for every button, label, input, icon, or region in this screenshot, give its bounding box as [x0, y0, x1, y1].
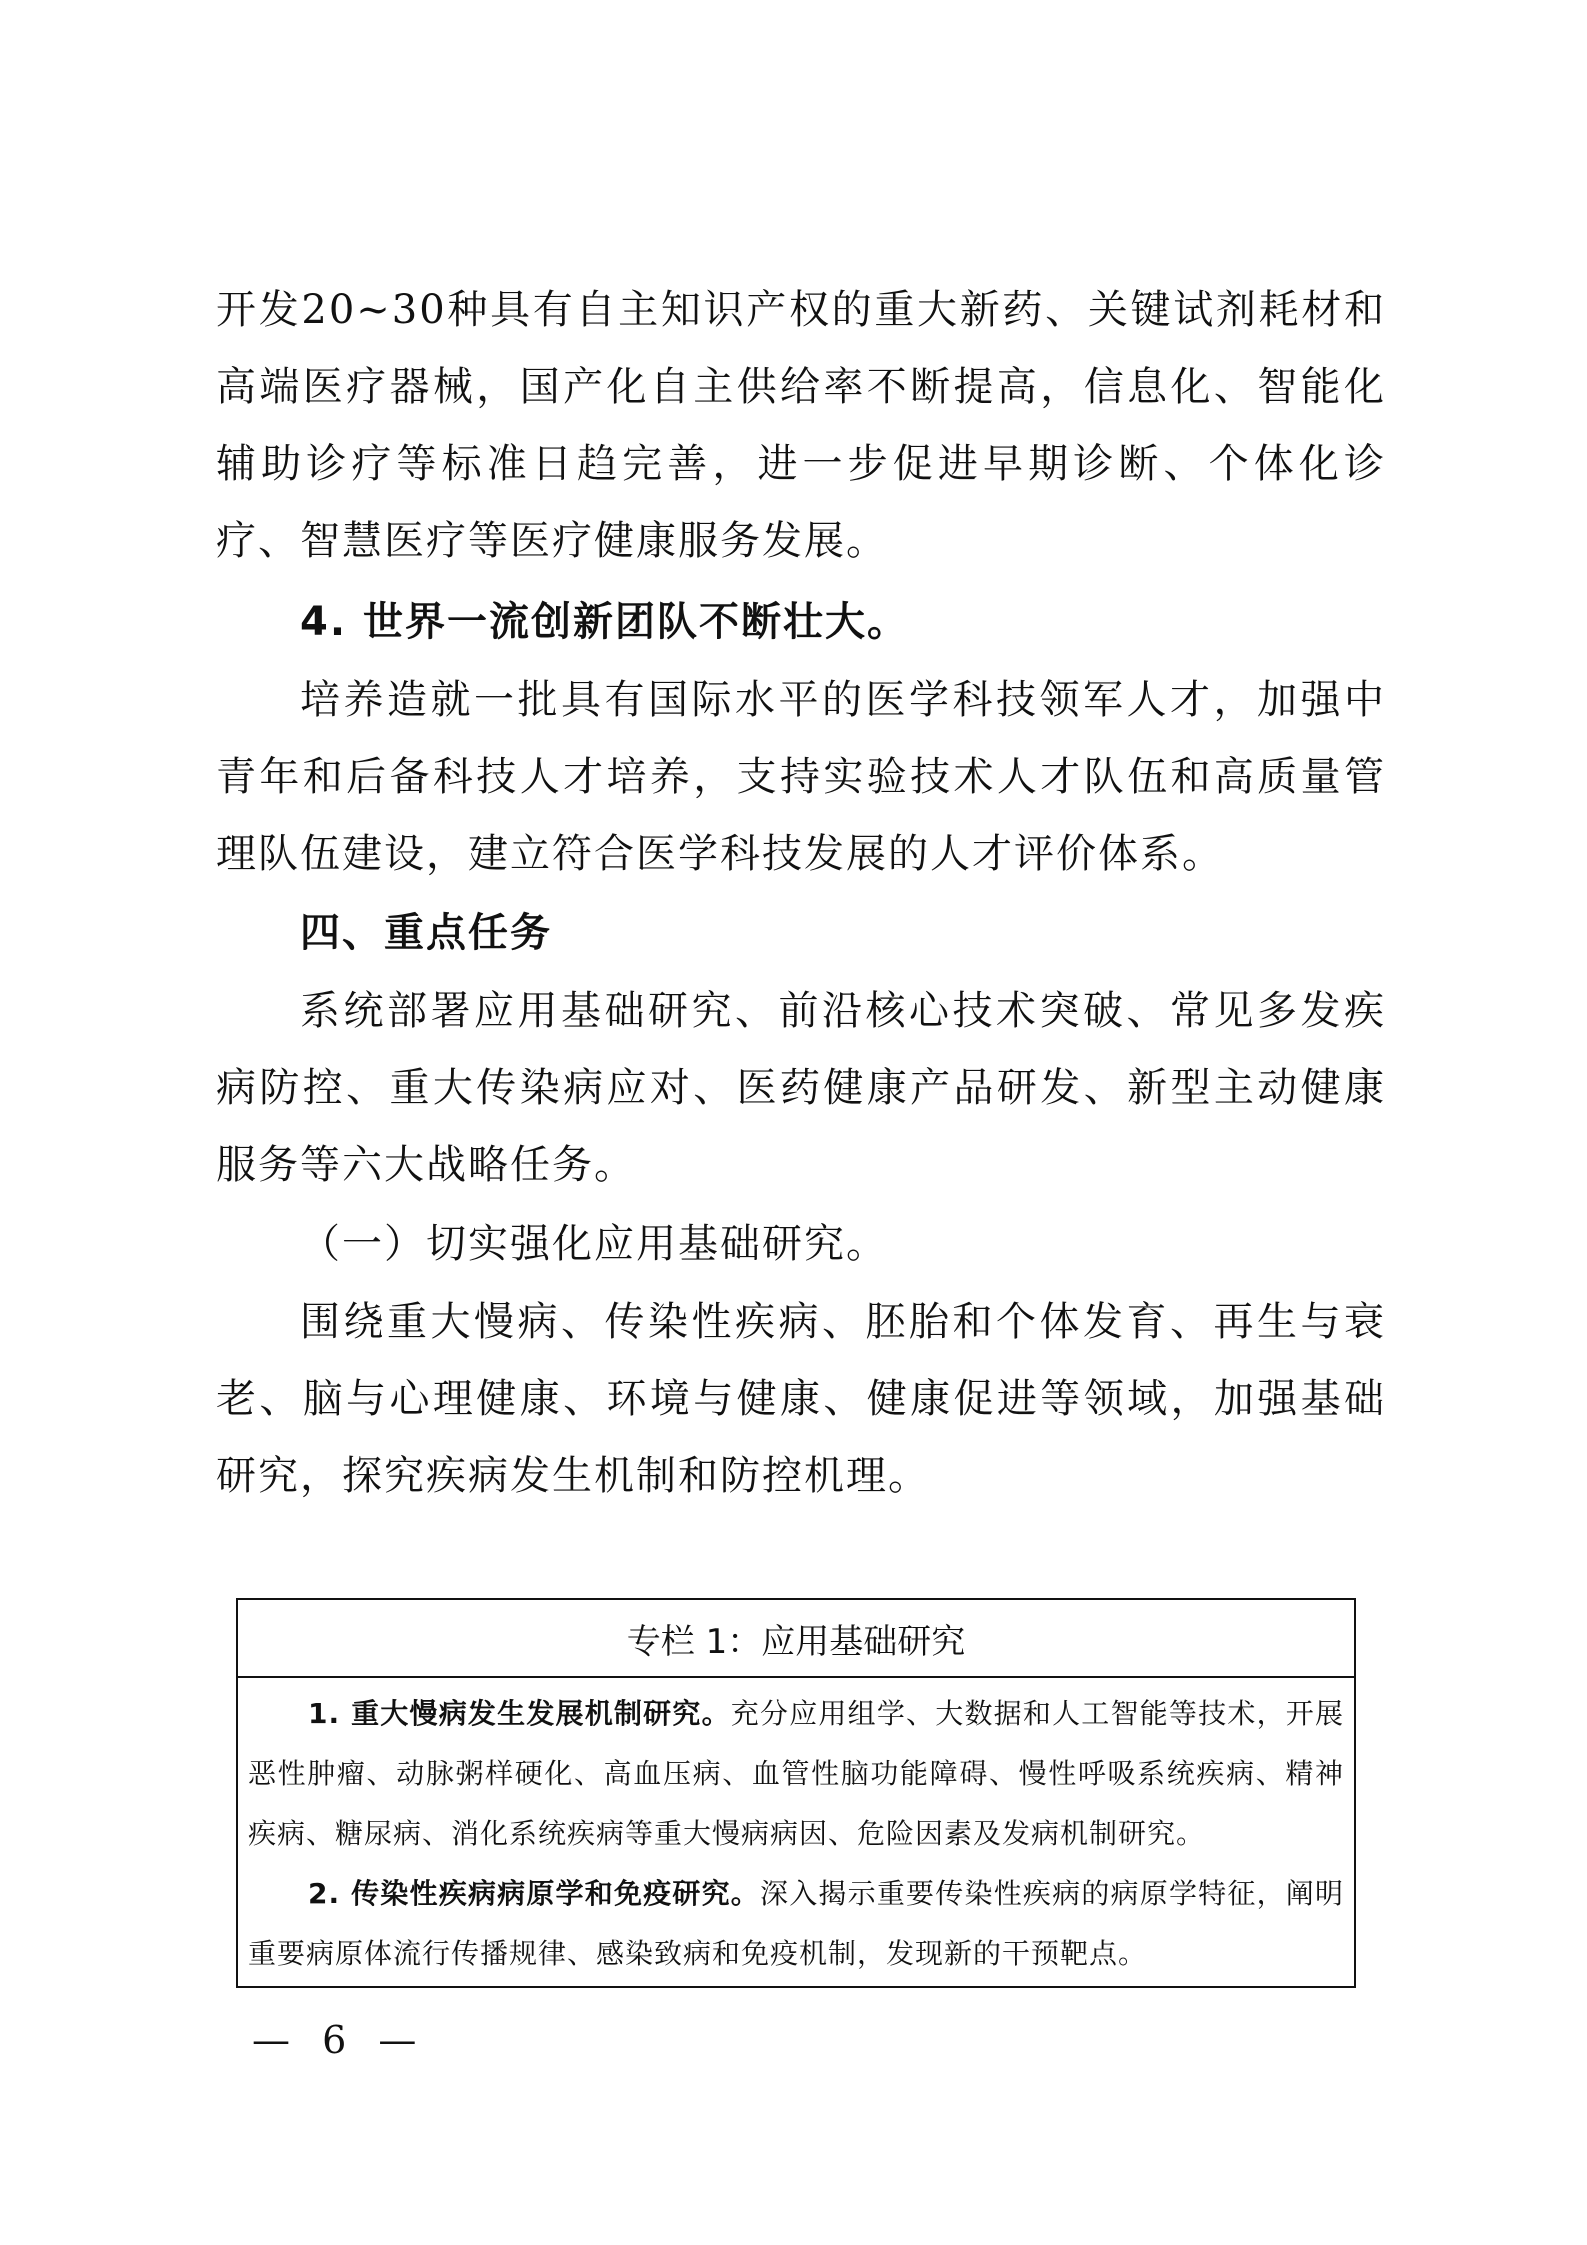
column-box-title: 专栏 1：应用基础研究 — [238, 1600, 1354, 1678]
subheading-applied-basic-research: （一）切实强化应用基础研究。 — [300, 1221, 888, 1267]
column-box-item-text: 充分应用组学、大数据和人工智能等技术，开展恶性肿瘤、动脉粥样硬化、高血压病、血管性脑功能障碍、慢性呼吸系统疾病、精神疾病、糖尿病、消化系统疾病等重大慢病病因、危险因素及发病机制研究。 — [248, 1697, 1344, 1850]
column-box-item — [248, 1684, 1344, 1864]
paragraph-talent-training: 培养造就一批具有国际水平的医学科技领军人才，加强中青年和后备科技人才培养，支持实验技术人才队伍和高质量管理队伍建设，建立符合医学科技发展的人才评价体系。 — [216, 677, 1386, 877]
column-box-body — [238, 1678, 1354, 1984]
page-number: — 6 — — [252, 2018, 427, 2062]
heading-innovation-team: 4. 世界一流创新团队不断壮大。 — [300, 599, 909, 645]
column-box-item-text: 深入揭示重要传染性疾病的病原学特征，阐明重要病原体流行传播规律、感染致病和免疫机制，发现新的干预靶点。 — [248, 1877, 1344, 1970]
paragraph-product-development: 开发20~30种具有自主知识产权的重大新药、关键试剂耗材和高端医疗器械，国产化自主供给率不断提高，信息化、智能化辅助诊疗等标准日趋完善，进一步促进早期诊断、个体化诊疗、智慧医疗等医疗健康服务发展。 — [216, 287, 1386, 564]
section-heading-key-tasks: 四、重点任务 — [300, 910, 552, 956]
column-box-item-lead: 1. 重大慢病发生发展机制研究。 — [308, 1697, 731, 1730]
column-box-item — [248, 1864, 1344, 1984]
paragraph-research-fields: 围绕重大慢病、传染性疾病、胚胎和个体发育、再生与衰老、脑与心理健康、环境与健康、健康促进等领域，加强基础研究，探究疾病发生机制和防控机理。 — [216, 1299, 1386, 1499]
column-box-applied-research — [236, 1598, 1356, 1988]
paragraph-six-tasks: 系统部署应用基础研究、前沿核心技术突破、常见多发疾病防控、重大传染病应对、医药健康产品研发、新型主动健康服务等六大战略任务。 — [216, 988, 1386, 1188]
column-box-item-lead: 2. 传染性疾病病原学和免疫研究。 — [308, 1877, 761, 1910]
